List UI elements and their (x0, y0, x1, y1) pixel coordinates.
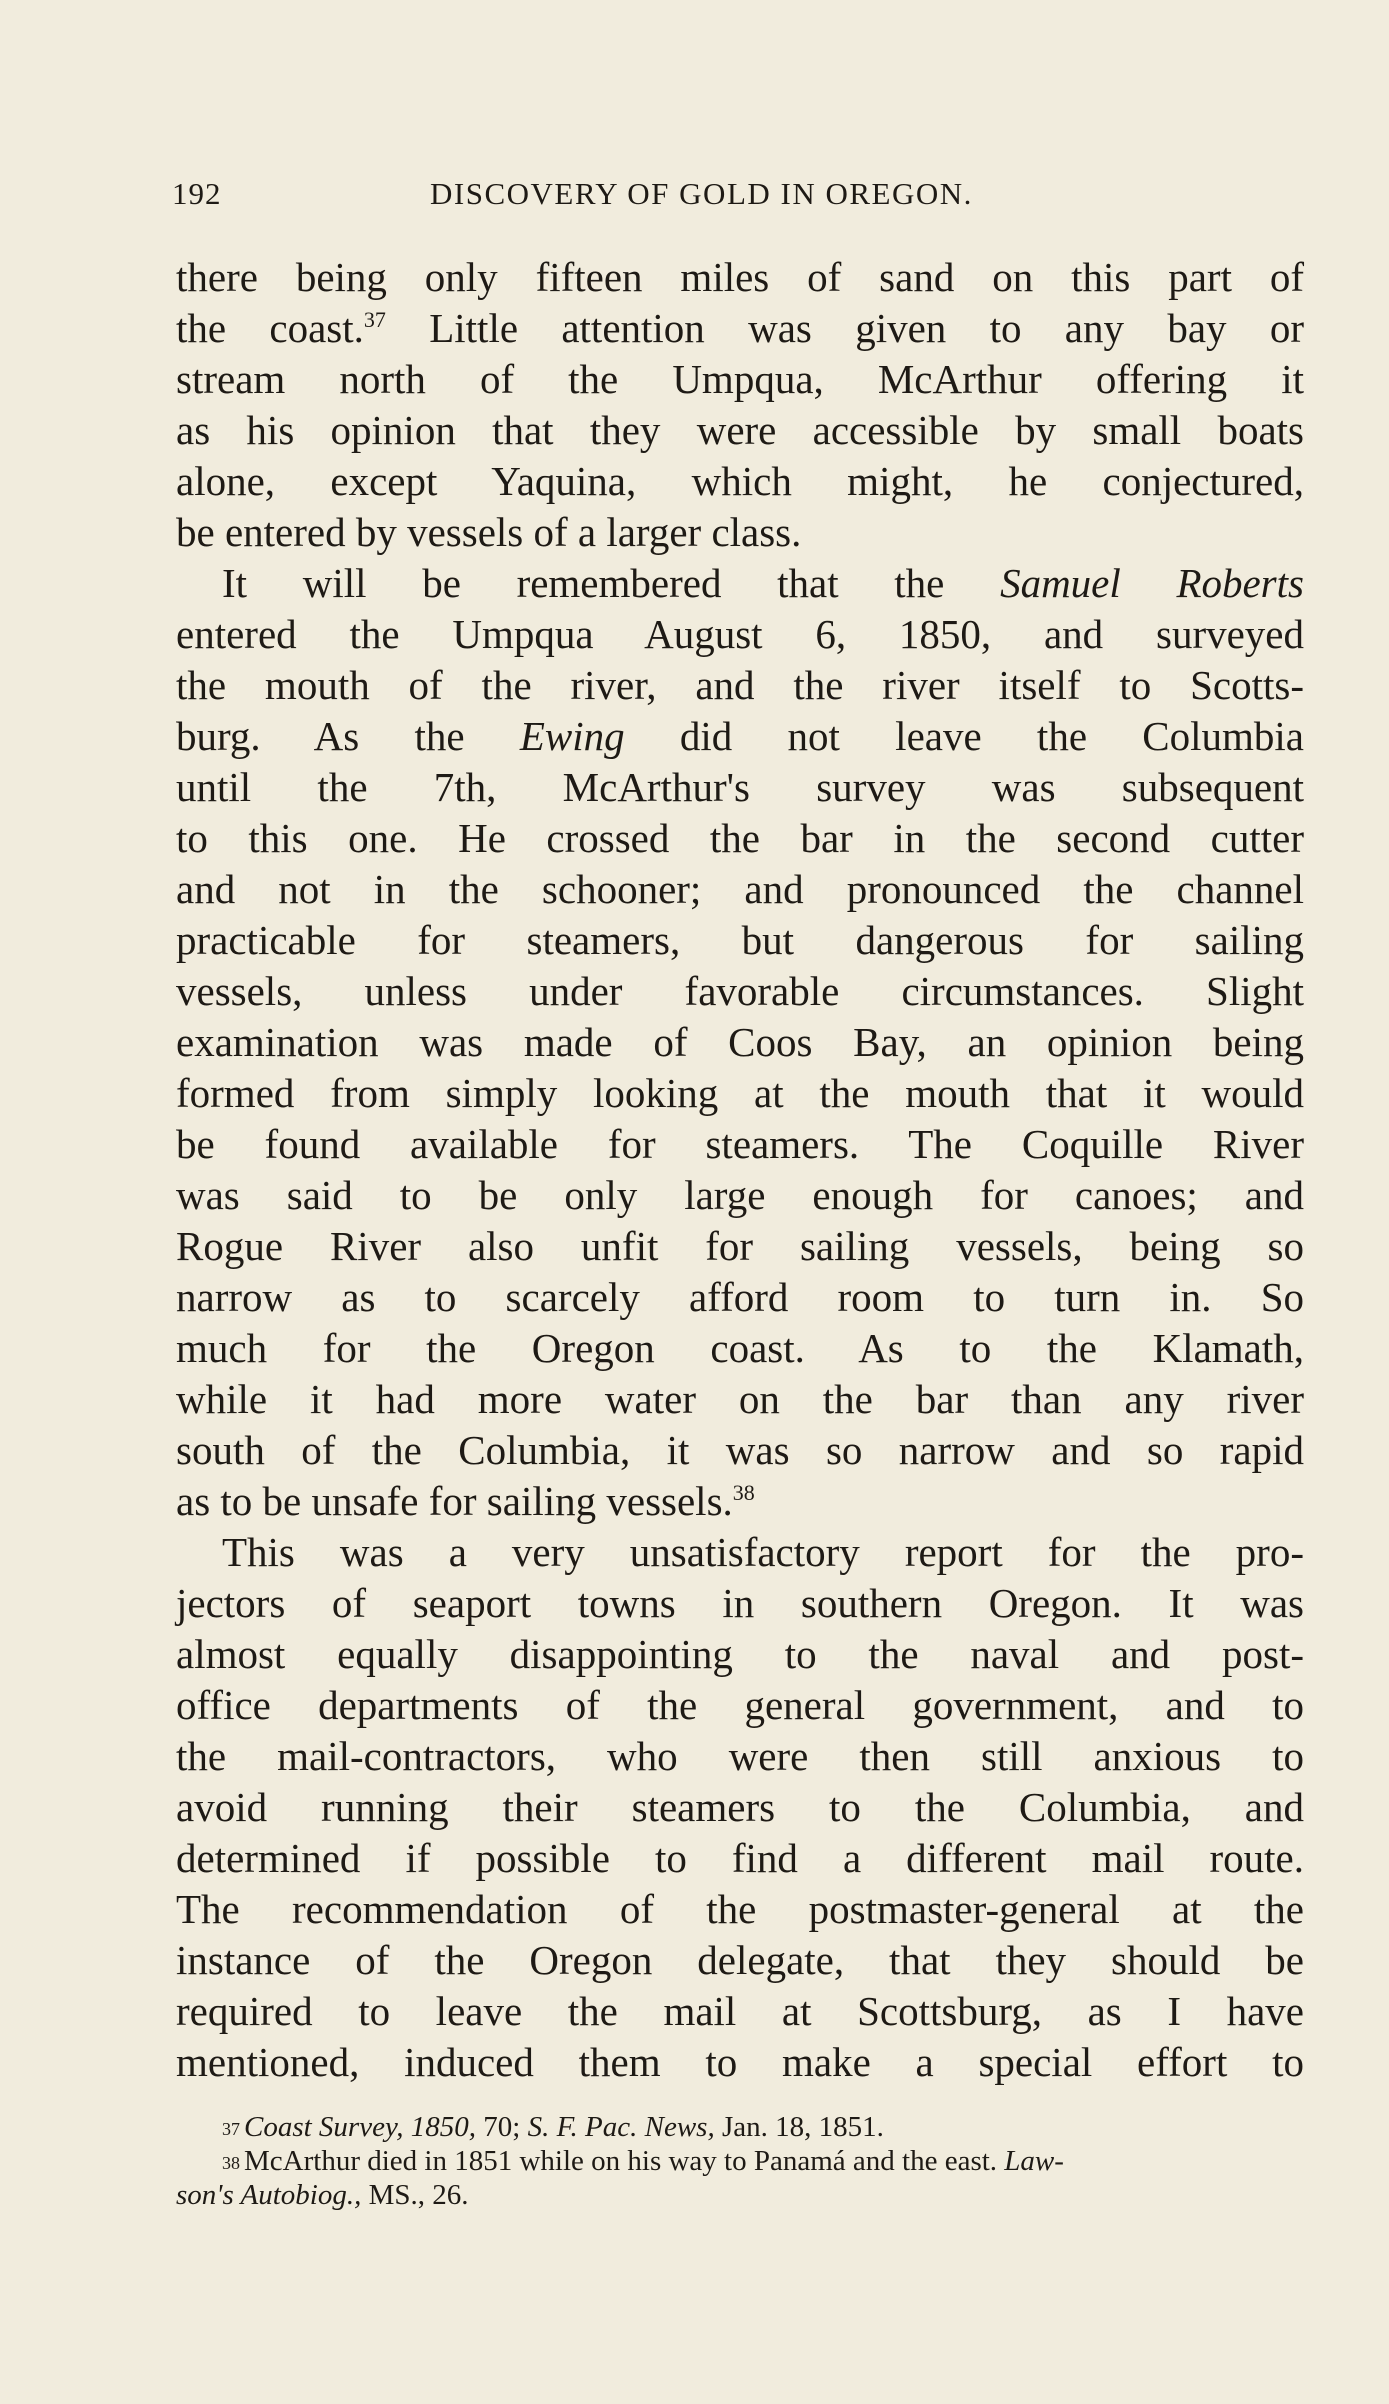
body-text (176, 252, 1304, 2088)
text-line: almost equally disappointing to the naval and post- (176, 1631, 1304, 1677)
text-line: was said to be only large enough for canoes; and (176, 1172, 1304, 1218)
text-line: narrow as to scarcely afford room to turn in. So (176, 1274, 1304, 1320)
ship-name: Ewing (519, 713, 625, 759)
text-line: much for the Oregon coast. As to the Klamath, (176, 1325, 1304, 1371)
text-line: formed from simply looking at the mouth that it would (176, 1070, 1304, 1116)
text-line: the coast.$^{37}$ Little attention was given to any bay or (176, 305, 1304, 351)
footnote-ref-37: 37 (363, 307, 386, 332)
page-header (172, 176, 1222, 220)
text-line: as to be unsafe for sailing vessels.$^{38}$ (176, 1478, 755, 1524)
text-line: instance of the Oregon delegate, that they should be (176, 1937, 1304, 1983)
text-line: there being only fifteen miles of sand on this part of (176, 254, 1304, 300)
ship-name: Samuel Roberts (1000, 560, 1304, 606)
footnote-37: $^{37}$ Coast Survey, 1850, 70; S. F. Pac. News, Jan. 18, 1851. (222, 2111, 884, 2143)
text-line: This was a very unsatisfactory report for the pro- (222, 1529, 1304, 1575)
text-line: to this one. He crossed the bar in the second cutter (176, 815, 1304, 861)
running-title: DISCOVERY OF GOLD IN OREGON. (430, 176, 973, 211)
text-line: and not in the schooner; and pronounced the channel (176, 866, 1304, 912)
footnotes (176, 2110, 1304, 2212)
footnote-38: $^{38}$ McArthur died in 1851 while on his way to Panamá and the east. Law- (222, 2145, 1064, 2177)
text-line: south of the Columbia, it was so narrow and so rapid (176, 1427, 1304, 1473)
text-line: examination was made of Coos Bay, an opinion being (176, 1019, 1304, 1065)
footnote-ref-38: 38 (732, 1480, 755, 1505)
text-line: stream north of the Umpqua, McArthur offering it (176, 356, 1304, 402)
text-line: mentioned, induced them to make a special effort to (176, 2039, 1304, 2085)
text-line: office departments of the general government, and to (176, 1682, 1304, 1728)
footnote-38-continued: son's Autobiog., MS., 26. (176, 2179, 469, 2211)
text-line: as his opinion that they were accessible by small boats (176, 407, 1304, 453)
text-line: the mouth of the river, and the river itself to Scotts- (176, 662, 1304, 708)
text-line: entered the Umpqua August 6, 1850, and surveyed (176, 611, 1304, 657)
text-line: required to leave the mail at Scottsburg, as I have (176, 1988, 1304, 2034)
text-line: alone, except Yaquina, which might, he conjectured, (176, 458, 1304, 504)
text-line: be entered by vessels of a larger class. (176, 509, 802, 555)
footnote-mark: 37 (222, 2119, 240, 2139)
text-line: until the 7th, McArthur's survey was subsequent (176, 764, 1304, 810)
text-line: burg. As the Ewing did not leave the Columbia (176, 713, 1304, 759)
text-line: be found available for steamers. The Coquille River (176, 1121, 1304, 1167)
footnote-mark: 38 (222, 2153, 240, 2173)
text-line: avoid running their steamers to the Columbia, and (176, 1784, 1304, 1830)
text-line: jectors of seaport towns in southern Oregon. It was (176, 1580, 1304, 1626)
text-line: vessels, unless under favorable circumstances. Slight (176, 968, 1304, 1014)
text-line: It will be remembered that the Samuel Roberts (222, 560, 1304, 606)
text-line: the mail-contractors, who were then still anxious to (176, 1733, 1304, 1779)
text-line: determined if possible to find a different mail route. (176, 1835, 1304, 1881)
text-line: The recommendation of the postmaster-general at the (176, 1886, 1304, 1932)
text-line: practicable for steamers, but dangerous for sailing (176, 917, 1304, 963)
text-line: while it had more water on the bar than any river (176, 1376, 1304, 1422)
page-number: 192 (172, 176, 222, 211)
text-line: Rogue River also unfit for sailing vessels, being so (176, 1223, 1304, 1269)
